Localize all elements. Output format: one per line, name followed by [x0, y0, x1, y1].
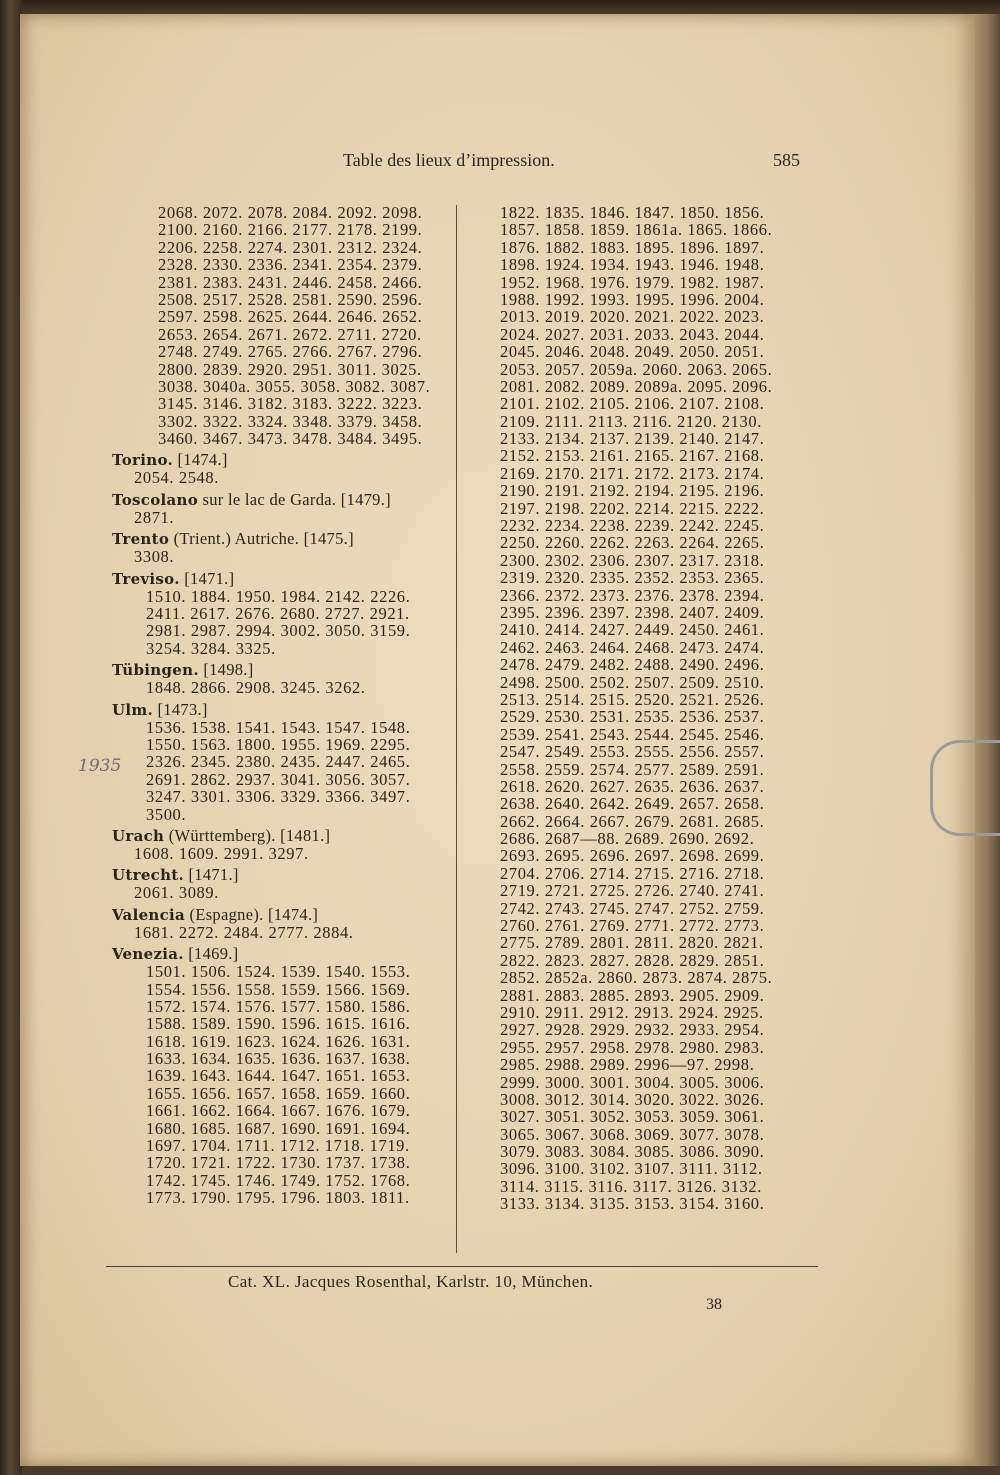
number-line: 2508. 2517. 2528. 2581. 2590. 2596.: [158, 289, 423, 309]
number-line: 2061. 3089.: [134, 883, 219, 903]
number-line: 1554. 1556. 1558. 1559. 1566. 1569.: [146, 979, 411, 999]
number-line: 1655. 1656. 1657. 1658. 1659. 1660.: [146, 1083, 411, 1103]
number-line: 2498. 2500. 2502. 2507. 2509. 2510.: [500, 672, 765, 692]
place-entry: [112, 530, 462, 548]
number-line: 2597. 2598. 2625. 2644. 2646. 2652.: [158, 307, 423, 327]
number-line: 1633. 1634. 1635. 1636. 1637. 1638.: [146, 1049, 411, 1069]
number-line: 2081. 2082. 2089. 2089a. 2095. 2096.: [500, 376, 773, 396]
place-name: Urach: [112, 826, 165, 845]
number-line: 2462. 2463. 2464. 2468. 2473. 2474.: [500, 637, 765, 657]
number-line: 1681. 2272. 2484. 2777. 2884.: [134, 922, 354, 942]
place-note: (Espagne). [1474.]: [189, 904, 319, 924]
number-line: 3247. 3301. 3306. 3329. 3366. 3497.: [146, 787, 411, 807]
number-line: 2197. 2198. 2202. 2214. 2215. 2222.: [500, 498, 765, 518]
number-line: 1857. 1858. 1859. 1861a. 1865. 1866.: [500, 220, 773, 240]
number-line: 2742. 2743. 2745. 2747. 2752. 2759.: [500, 898, 765, 918]
number-line: 2871.: [134, 507, 175, 527]
place-note: [1498.]: [203, 660, 254, 680]
number-line: 2704. 2706. 2714. 2715. 2716. 2718.: [500, 863, 765, 883]
number-line: 2190. 2191. 2192. 2194. 2195. 2196.: [500, 481, 765, 501]
number-line: 1618. 1619. 1623. 1624. 1626. 1631.: [146, 1031, 411, 1051]
number-line: 2852. 2852a. 2860. 2873. 2874. 2875.: [500, 968, 773, 988]
place-note: [1474.]: [177, 450, 228, 470]
place-name: Valencia: [112, 905, 186, 924]
number-line: 2319. 2320. 2335. 2352. 2353. 2365.: [500, 568, 765, 588]
number-line: 2300. 2302. 2306. 2307. 2317. 2318.: [500, 550, 765, 570]
number-line: 3114. 3115. 3116. 3117. 3126. 3132.: [500, 1176, 762, 1196]
number-line: 1697. 1704. 1711. 1712. 1718. 1719.: [146, 1136, 410, 1156]
place-note: [1469.]: [188, 944, 239, 964]
place-name: Ulm.: [112, 700, 154, 719]
number-line: 3302. 3322. 3324. 3348. 3379. 3458.: [158, 411, 423, 431]
place-entry: [112, 906, 462, 924]
number-line: 2547. 2549. 2553. 2555. 2556. 2557.: [500, 742, 765, 762]
number-line: 2985. 2988. 2989. 2996—97. 2998.: [500, 1055, 755, 1075]
number-line: 3254. 3284. 3325.: [146, 638, 276, 658]
number-line: 2109. 2111. 2113. 2116. 2120. 2130.: [500, 411, 762, 431]
number-line: 2152. 2153. 2161. 2165. 2167. 2168.: [500, 446, 765, 466]
number-line: 2366. 2372. 2373. 2376. 2378. 2394.: [500, 585, 765, 605]
handwritten-note: 1935: [78, 756, 122, 776]
number-line: 1848. 2866. 2908. 3245. 3262.: [146, 678, 366, 698]
number-line: 3027. 3051. 3052. 3053. 3059. 3061.: [500, 1107, 765, 1127]
number-line: 1536. 1538. 1541. 1543. 1547. 1548.: [146, 717, 411, 737]
number-line: 3460. 3467. 3473. 3478. 3484. 3495.: [158, 429, 423, 449]
footer-rule: [106, 1266, 818, 1267]
number-line: 2618. 2620. 2627. 2635. 2636. 2637.: [500, 776, 765, 796]
place-note: [1471.]: [188, 865, 239, 885]
number-line: 2054. 2548.: [134, 468, 219, 488]
number-line: 2013. 2019. 2020. 2021. 2022. 2023.: [500, 307, 765, 327]
place-entry: [112, 945, 462, 963]
paper-clip: [930, 740, 1000, 836]
number-line: 2053. 2057. 2059a. 2060. 2063. 2065.: [500, 359, 773, 379]
place-note: (Trient.) Autriche. [1475.]: [173, 529, 354, 549]
place-name: Venezia.: [112, 945, 184, 964]
number-line: 1661. 1662. 1664. 1667. 1676. 1679.: [146, 1101, 411, 1121]
number-line: 2068. 2072. 2078. 2084. 2092. 2098.: [158, 203, 423, 222]
number-line: 2169. 2170. 2171. 2172. 2173. 2174.: [500, 463, 765, 483]
place-entry: [112, 451, 462, 469]
number-line: 2686. 2687—88. 2689. 2690. 2692.: [500, 829, 755, 849]
number-line: 1572. 1574. 1576. 1577. 1580. 1586.: [146, 996, 411, 1016]
number-line: 1608. 1609. 2991. 3297.: [134, 843, 309, 863]
place-entry: [112, 866, 462, 884]
number-line: 2999. 3000. 3001. 3004. 3005. 3006.: [500, 1072, 765, 1092]
place-name: Utrecht.: [112, 866, 185, 885]
number-line: 2927. 2928. 2929. 2932. 2933. 2954.: [500, 1020, 765, 1040]
place-name: Torino.: [112, 451, 174, 470]
place-entry: [112, 827, 462, 845]
number-line: 2101. 2102. 2105. 2106. 2107. 2108.: [500, 394, 765, 414]
place-name: Trento: [112, 530, 170, 549]
number-line: 2691. 2862. 2937. 3041. 3056. 3057.: [146, 769, 411, 789]
number-line: 1822. 1835. 1846. 1847. 1850. 1856.: [500, 203, 765, 222]
number-line: 3500.: [146, 804, 187, 824]
book-binding: [0, 0, 22, 1475]
place-note: [1471.]: [184, 568, 235, 588]
number-line: 1952. 1968. 1976. 1979. 1982. 1987.: [500, 272, 765, 292]
number-line: 1501. 1506. 1524. 1539. 1540. 1553.: [146, 962, 411, 982]
number-line: 2478. 2479. 2482. 2488. 2490. 2496.: [500, 655, 765, 675]
place-name: Toscolano: [112, 490, 199, 509]
number-line: 1988. 1992. 1993. 1995. 1996. 2004.: [500, 289, 765, 309]
place-name: Treviso.: [112, 569, 180, 588]
number-line: 2955. 2957. 2958. 2978. 2980. 2983.: [500, 1037, 765, 1057]
number-line: 2910. 2911. 2912. 2913. 2924. 2925.: [500, 1002, 764, 1022]
number-line: 2539. 2541. 2543. 2544. 2545. 2546.: [500, 724, 765, 744]
number-line: 2822. 2823. 2827. 2828. 2829. 2851.: [500, 950, 765, 970]
number-line: 2662. 2664. 2667. 2679. 2681. 2685.: [500, 811, 765, 831]
number-line: 1876. 1882. 1883. 1895. 1896. 1897.: [500, 237, 765, 257]
number-line: 3096. 3100. 3102. 3107. 3111. 3112.: [500, 1159, 763, 1179]
signature-mark: 38: [706, 1296, 722, 1313]
place-entry: [112, 701, 462, 719]
place-entry: [112, 570, 462, 588]
number-line: 1680. 1685. 1687. 1690. 1691. 1694.: [146, 1118, 411, 1138]
number-line: 2395. 2396. 2397. 2398. 2407. 2409.: [500, 602, 765, 622]
number-line: 2381. 2383. 2431. 2446. 2458. 2466.: [158, 272, 423, 292]
number-line: 3133. 3134. 3135. 3153. 3154. 3160.: [500, 1194, 765, 1214]
number-line: 2045. 2046. 2048. 2049. 2050. 2051.: [500, 342, 765, 362]
number-line: 2133. 2134. 2137. 2139. 2140. 2147.: [500, 429, 765, 449]
number-line: 2638. 2640. 2642. 2649. 2657. 2658.: [500, 794, 765, 814]
place-note: [1473.]: [157, 699, 208, 719]
number-line: 2981. 2987. 2994. 3002. 3050. 3159.: [146, 621, 411, 641]
number-line: 2232. 2234. 2238. 2239. 2242. 2245.: [500, 516, 765, 536]
number-line: 1510. 1884. 1950. 1984. 2142. 2226.: [146, 586, 411, 606]
number-line: 3145. 3146. 3182. 3183. 3222. 3223.: [158, 394, 423, 414]
number-line: 2529. 2530. 2531. 2535. 2536. 2537.: [500, 707, 765, 727]
number-line: 2411. 2617. 2676. 2680. 2727. 2921.: [146, 604, 410, 624]
place-note: (Württemberg). [1481.]: [168, 825, 331, 845]
number-line: 2760. 2761. 2769. 2771. 2772. 2773.: [500, 916, 765, 936]
number-line: 1720. 1721. 1722. 1730. 1737. 1738.: [146, 1153, 411, 1173]
place-name: Tübingen.: [112, 661, 199, 680]
number-line: 2100. 2160. 2166. 2177. 2178. 2199.: [158, 220, 423, 240]
number-line: 2748. 2749. 2765. 2766. 2767. 2796.: [158, 342, 423, 362]
number-line: 2693. 2695. 2696. 2697. 2698. 2699.: [500, 846, 765, 866]
number-line: 2328. 2330. 2336. 2341. 2354. 2379.: [158, 255, 423, 275]
place-note: sur le lac de Garda. [1479.]: [202, 489, 391, 509]
number-line: 1742. 1745. 1746. 1749. 1752. 1768.: [146, 1170, 411, 1190]
footer-imprint: Cat. XL. Jacques Rosenthal, Karlstr. 10, München.: [228, 1272, 594, 1291]
right-column: [500, 204, 820, 1213]
left-column: [112, 204, 462, 1207]
number-line: 1773. 1790. 1795. 1796. 1803. 1811.: [146, 1188, 410, 1208]
place-entry: [112, 661, 462, 679]
number-line: 1639. 1643. 1644. 1647. 1651. 1653.: [146, 1066, 411, 1086]
number-line: 3308.: [134, 547, 175, 567]
number-line: 2206. 2258. 2274. 2301. 2312. 2324.: [158, 237, 423, 257]
number-line: 2719. 2721. 2725. 2726. 2740. 2741.: [500, 881, 765, 901]
number-line: 1588. 1589. 1590. 1596. 1615. 1616.: [146, 1014, 411, 1034]
number-line: 2558. 2559. 2574. 2577. 2589. 2591.: [500, 759, 765, 779]
number-line: 1898. 1924. 1934. 1943. 1946. 1948.: [500, 255, 765, 275]
number-line: 3038. 3040a. 3055. 3058. 3082. 3087.: [158, 376, 431, 396]
number-line: 2881. 2883. 2885. 2893. 2905. 2909.: [500, 985, 765, 1005]
number-line: 2800. 2839. 2920. 2951. 3011. 3025.: [158, 359, 422, 379]
running-title: Table des lieux d’impression.: [343, 150, 555, 170]
number-line: 2326. 2345. 2380. 2435. 2447. 2465.: [146, 752, 411, 772]
number-line: 2775. 2789. 2801. 2811. 2820. 2821.: [500, 933, 764, 953]
number-line: 3065. 3067. 3068. 3069. 3077. 3078.: [500, 1124, 765, 1144]
number-line: 2513. 2514. 2515. 2520. 2521. 2526.: [500, 689, 765, 709]
number-line: 2410. 2414. 2427. 2449. 2450. 2461.: [500, 620, 765, 640]
number-line: 2653. 2654. 2671. 2672. 2711. 2720.: [158, 324, 422, 344]
number-line: 2024. 2027. 2031. 2033. 2043. 2044.: [500, 324, 765, 344]
number-line: 2250. 2260. 2262. 2263. 2264. 2265.: [500, 533, 765, 553]
number-line: 3008. 3012. 3014. 3020. 3022. 3026.: [500, 1089, 765, 1109]
place-entry: [112, 491, 462, 509]
page-number: 585: [773, 150, 800, 170]
number-line: 3079. 3083. 3084. 3085. 3086. 3090.: [500, 1142, 765, 1162]
number-line: 1550. 1563. 1800. 1955. 1969. 2295.: [146, 734, 411, 754]
